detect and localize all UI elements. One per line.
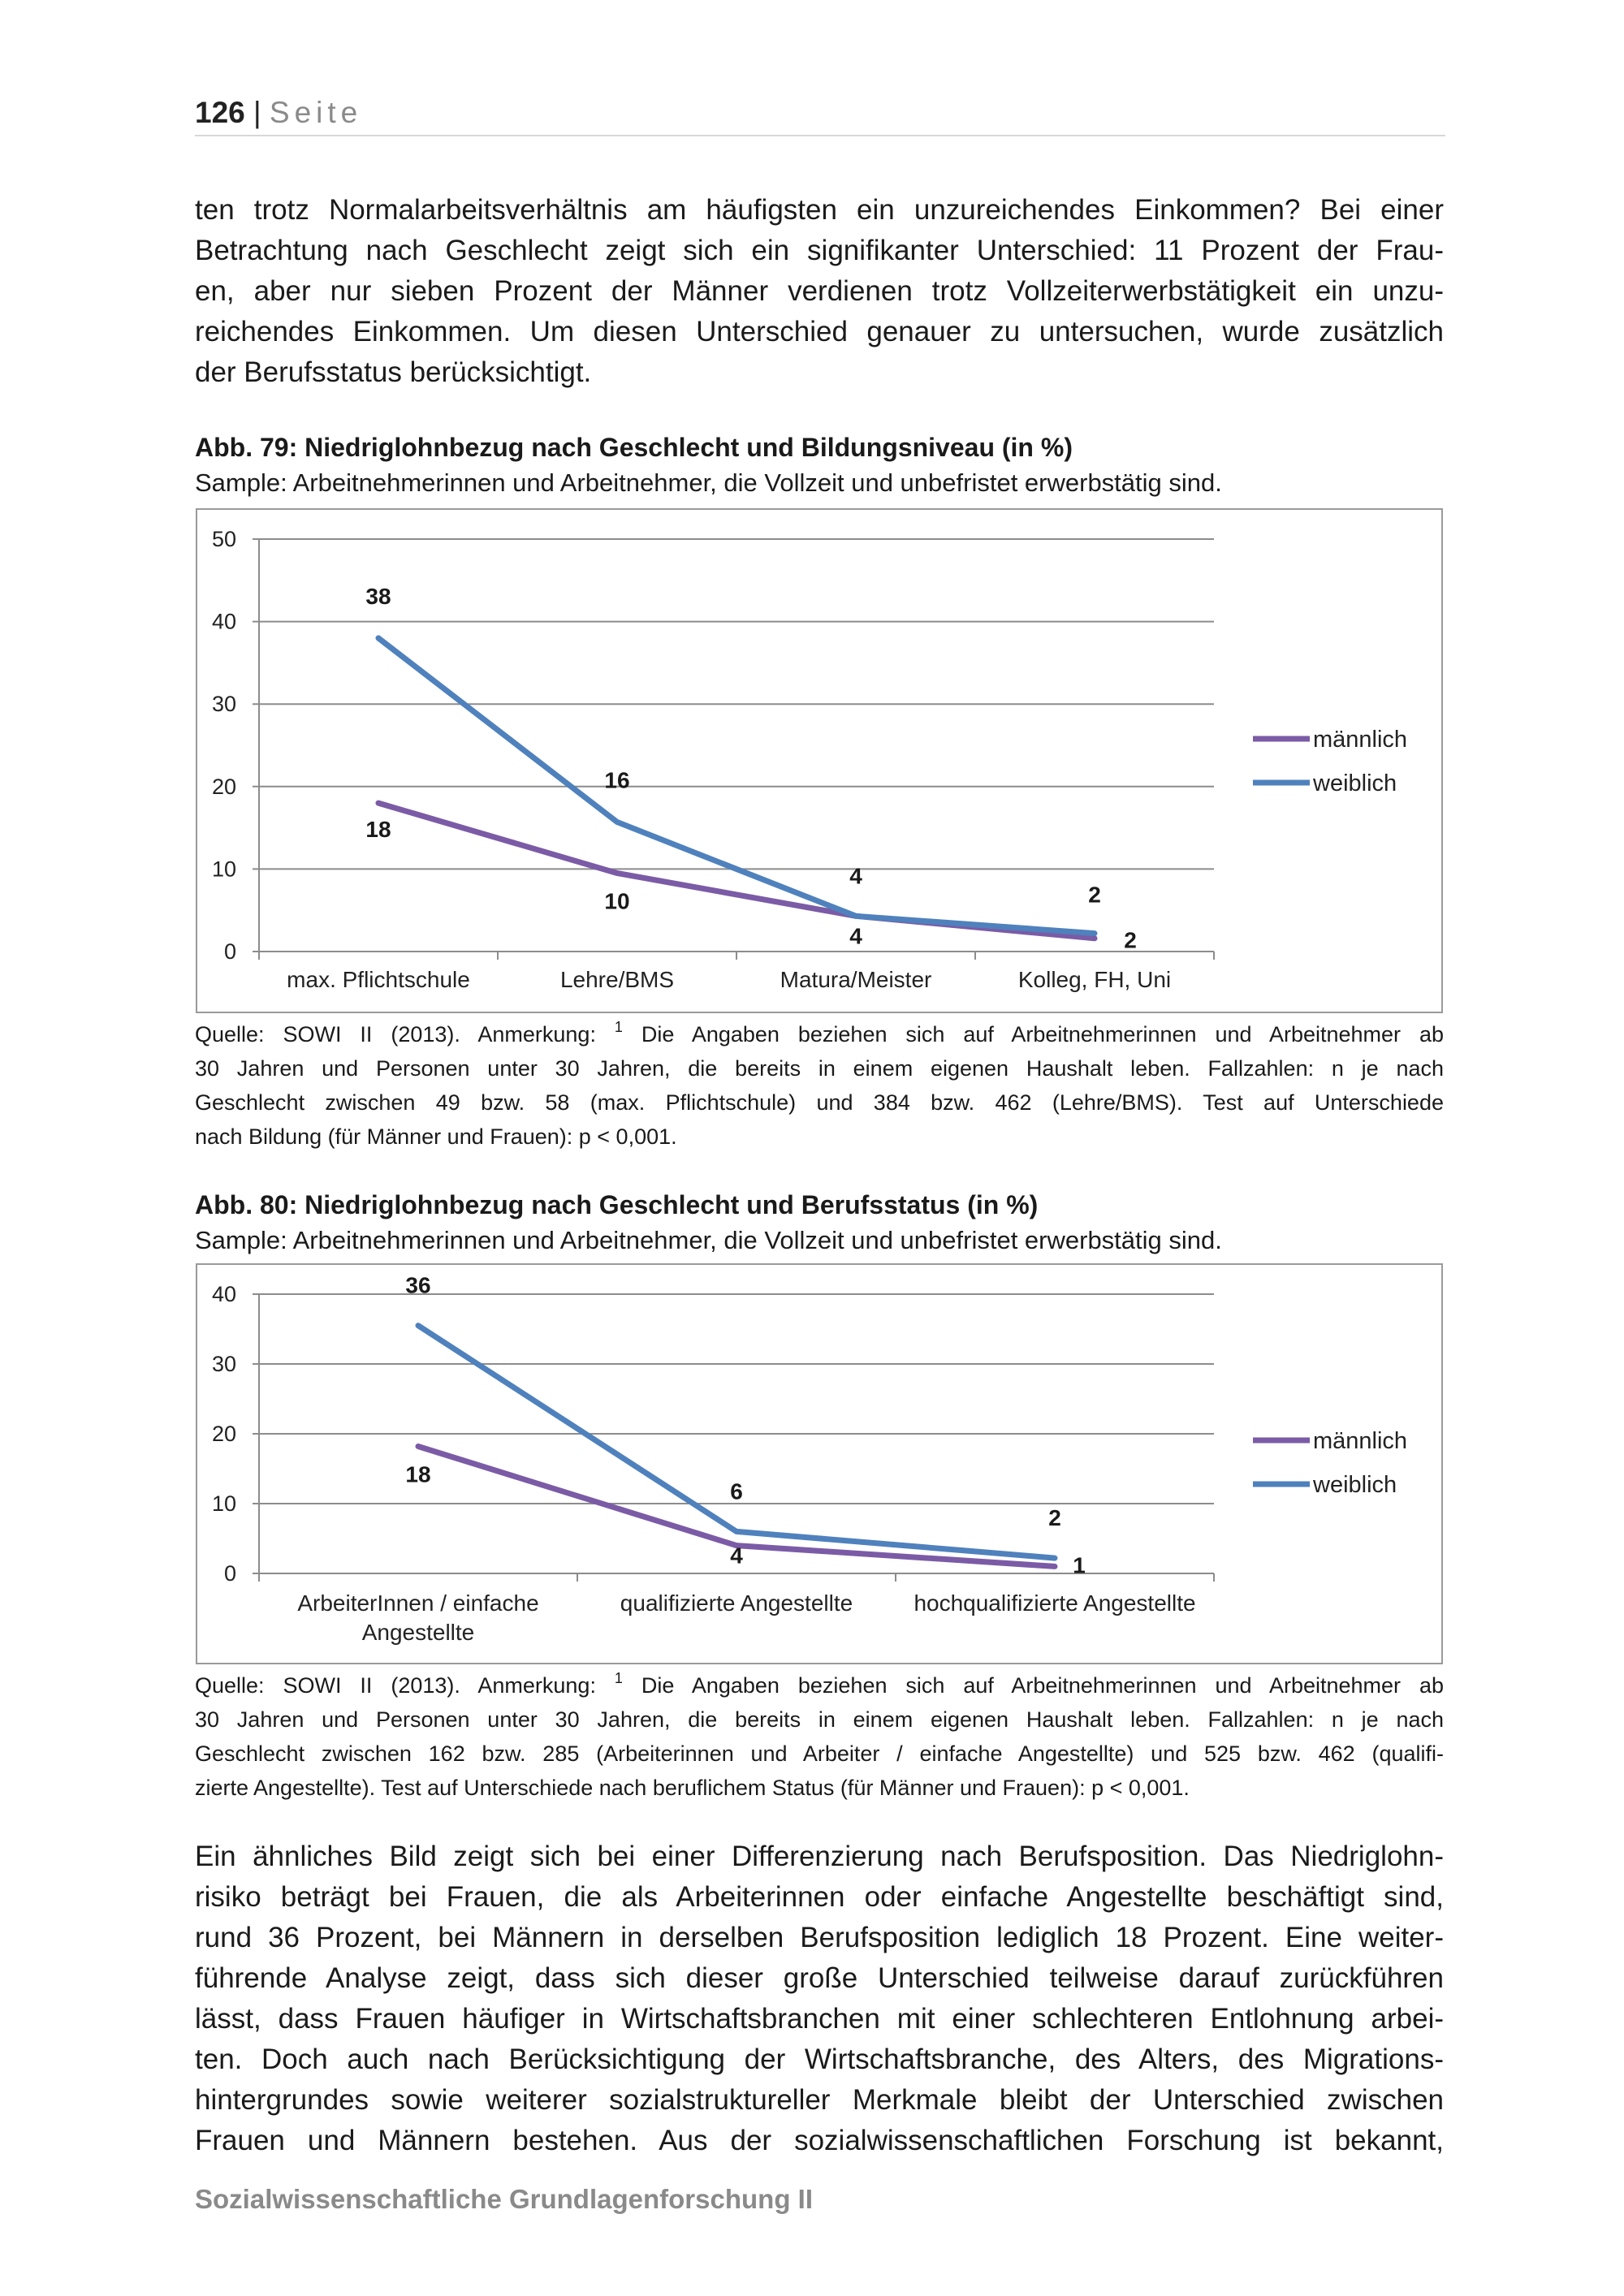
intro-paragraph xyxy=(195,190,1444,393)
x-tick-label: Angestellte xyxy=(361,1620,475,1645)
text-line: rund 36 Prozent, bei Männern in derselben Berufsposition lediglich 18 Prozent. Eine weiter- xyxy=(195,1922,1444,1953)
y-tick-label: 30 xyxy=(211,692,236,717)
data-label: 4 xyxy=(849,923,862,949)
legend-label: männlich xyxy=(1313,727,1408,753)
text-line: führende Analyse zeigt, dass sich dieser große Unterschied teilweise darauf zurückführen xyxy=(195,1962,1444,1994)
header-rule xyxy=(195,135,1445,136)
x-tick-label: Kolleg, FH, Uni xyxy=(1017,967,1172,992)
legend-label: weiblich xyxy=(1313,1472,1397,1498)
y-tick-label: 10 xyxy=(211,857,236,882)
data-label: 1 xyxy=(1073,1552,1086,1578)
text-line: en, aber nur sieben Prozent der Männer verdienen trotz Vollzeiterwerbstätigkeit ein unzu- xyxy=(195,275,1444,307)
note-line: 30 Jahren und Personen unter 30 Jahren, die bereits in einem eigenen Haushalt leben. Fallzahlen: n je nach xyxy=(195,1707,1444,1732)
text-line: lässt, dass Frauen häufiger in Wirtschaftsbranchen mit einer schlechteren Entlohnung arbei- xyxy=(195,2003,1444,2035)
data-label: 38 xyxy=(365,583,391,609)
y-tick-label: 0 xyxy=(223,939,236,964)
note-text: Die Angaben beziehen sich auf Arbeitnehmerinnen und Arbeitnehmer ab xyxy=(622,1022,1445,1047)
y-tick-label: 20 xyxy=(211,1422,236,1446)
data-label: 2 xyxy=(1048,1505,1061,1531)
text-line: Ein ähnliches Bild zeigt sich bei einer Differenzierung nach Berufsposition. Das Niedriglohn- xyxy=(195,1841,1444,1872)
note-line: nach Bildung (für Männer und Frauen): p < 0,001. xyxy=(195,1124,677,1149)
header-label: Seite xyxy=(269,96,363,129)
y-tick-label: 10 xyxy=(211,1491,236,1516)
x-tick-label: Lehre/BMS xyxy=(559,967,675,992)
chart-svg xyxy=(197,1265,1441,1663)
note-line: Geschlecht zwischen 162 bzw. 285 (Arbeiterinnen und Arbeiter / einfache Angestellte) und 525 bzw. 462 (qualifi- xyxy=(195,1741,1444,1766)
data-label: 18 xyxy=(405,1461,431,1487)
text-line: risiko beträgt bei Frauen, die als Arbeiterinnen oder einfache Angestellte beschäftigt sind, xyxy=(195,1881,1444,1913)
series-line-weiblich xyxy=(418,1326,1055,1558)
text-line: hintergrundes sowie weiterer sozialstruktureller Merkmale bleibt der Unterschied zwischen xyxy=(195,2084,1444,2116)
figure-79-chart xyxy=(196,508,1443,1013)
note-line: 30 Jahren und Personen unter 30 Jahren, die bereits in einem eigenen Haushalt leben. Fallzahlen: n je nach xyxy=(195,1056,1444,1081)
page-header xyxy=(195,96,1445,130)
y-tick-label: 30 xyxy=(211,1352,236,1376)
data-label: 36 xyxy=(405,1272,431,1298)
note-text: Quelle: SOWI II (2013). Anmerkung: xyxy=(195,1022,615,1047)
note-line: Geschlecht zwischen 49 bzw. 58 (max. Pflichtschule) und 384 bzw. 462 (Lehre/BMS). Test auf Unterschiede xyxy=(195,1090,1444,1115)
y-tick-label: 20 xyxy=(211,774,236,799)
data-label: 10 xyxy=(604,888,630,914)
x-tick-label: max. Pflichtschule xyxy=(287,967,470,992)
y-tick-label: 40 xyxy=(211,609,236,634)
y-tick-label: 50 xyxy=(211,527,236,551)
y-tick-label: 0 xyxy=(223,1561,236,1586)
text-line: Frauen und Männern bestehen. Aus der sozialwissenschaftlichen Forschung ist bekannt, xyxy=(195,2125,1444,2156)
legend-label: weiblich xyxy=(1313,770,1397,796)
x-tick-label: hochqualifizierte Angestellte xyxy=(914,1590,1196,1616)
note-line: zierte Angestellte). Test auf Unterschiede nach beruflichem Status (für Männer und Frauen): p < 0,001. xyxy=(195,1776,1190,1800)
footnote-marker: 1 xyxy=(614,1670,623,1686)
figure-79-note xyxy=(195,1017,1444,1154)
data-label: 2 xyxy=(1124,927,1137,953)
text-line: ten. Doch auch nach Berücksichtigung der Wirtschaftsbranche, des Alters, des Migrations- xyxy=(195,2044,1444,2075)
legend-label: männlich xyxy=(1313,1428,1408,1454)
x-tick-label: qualifizierte Angestellte xyxy=(620,1590,853,1616)
page-footer: Sozialwissenschaftliche Grundlagenforschung II xyxy=(195,2184,813,2214)
data-label: 18 xyxy=(365,817,391,843)
x-tick-label: ArbeiterInnen / einfache xyxy=(297,1590,539,1616)
note-text: Die Angaben beziehen sich auf Arbeitnehmerinnen und Arbeitnehmer ab xyxy=(622,1673,1445,1698)
note-text: Quelle: SOWI II (2013). Anmerkung: xyxy=(195,1673,615,1698)
data-label: 6 xyxy=(730,1478,743,1504)
body-paragraph xyxy=(195,1836,1444,2161)
data-label: 4 xyxy=(849,863,862,889)
page-number: 126 xyxy=(195,96,245,129)
footnote-marker: 1 xyxy=(614,1019,623,1035)
x-tick-label: Matura/Meister xyxy=(780,967,932,992)
series-line-weiblich xyxy=(378,638,1095,934)
text-line: ten trotz Normalarbeitsverhältnis am häufigsten ein unzureichendes Einkommen? Bei einer xyxy=(195,194,1444,226)
figure-80-chart xyxy=(196,1263,1443,1664)
data-label: 16 xyxy=(604,767,630,793)
text-line: reichendes Einkommen. Um diesen Unterschied genauer zu untersuchen, wurde zusätzlich xyxy=(195,316,1444,347)
figure-79-title: Abb. 79: Niedriglohnbezug nach Geschlecht und Bildungsniveau (in %) xyxy=(195,433,1073,462)
data-label: 4 xyxy=(730,1543,743,1569)
data-label: 2 xyxy=(1088,882,1101,908)
figure-80-sample: Sample: Arbeitnehmerinnen und Arbeitnehmer, die Vollzeit und unbefristet erwerbstätig sind. xyxy=(195,1226,1222,1254)
header-separator: | xyxy=(253,96,261,129)
text-line: Betrachtung nach Geschlecht zeigt sich ein signifikanter Unterschied: 11 Prozent der Frau- xyxy=(195,235,1444,266)
figure-80-title: Abb. 80: Niedriglohnbezug nach Geschlecht und Berufsstatus (in %) xyxy=(195,1190,1039,1219)
y-tick-label: 40 xyxy=(211,1282,236,1306)
chart-svg xyxy=(197,510,1441,1012)
text-line: der Berufsstatus berücksichtigt. xyxy=(195,356,592,388)
figure-80-note xyxy=(195,1668,1444,1805)
figure-79-sample: Sample: Arbeitnehmerinnen und Arbeitnehmer, die Vollzeit und unbefristet erwerbstätig sind. xyxy=(195,468,1222,497)
